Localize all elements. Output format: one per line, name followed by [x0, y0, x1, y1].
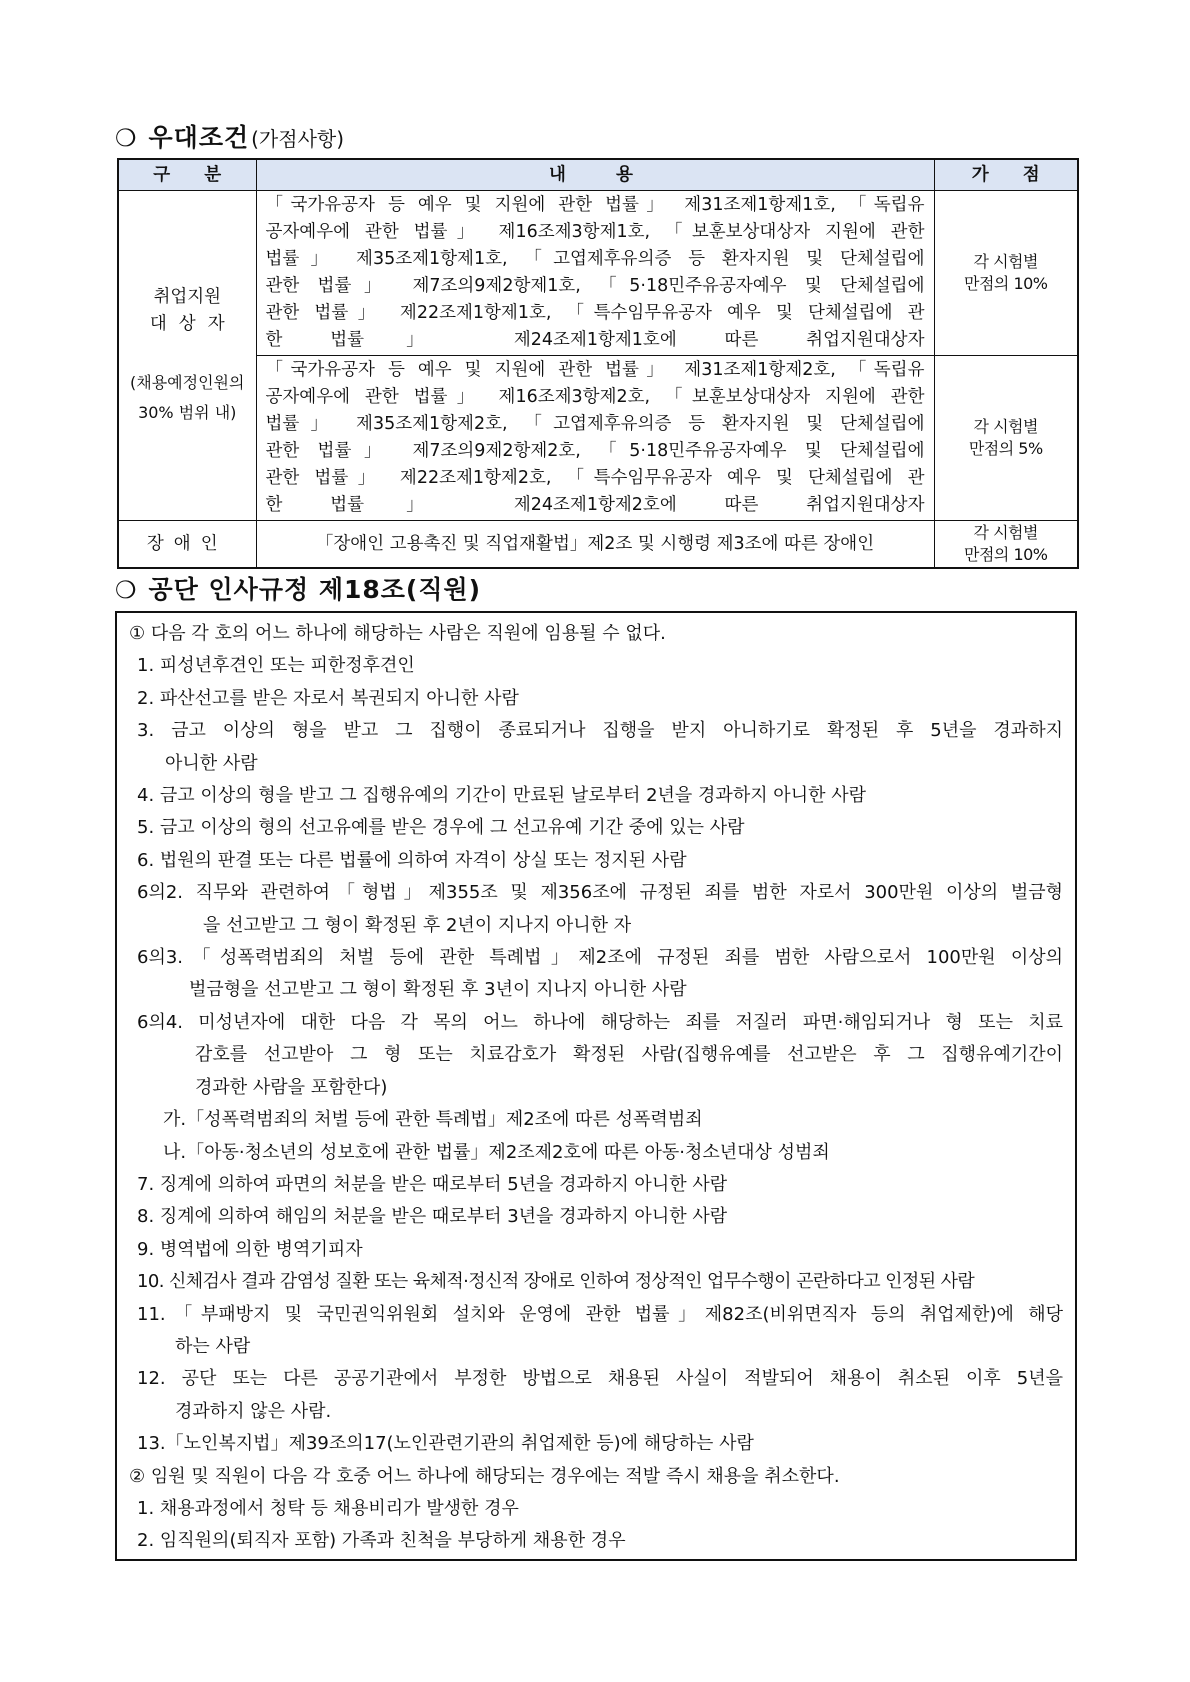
list-item-continuation: 하는 사람	[175, 1335, 251, 1357]
paragraph-1: ① 다음 각 호의 어느 하나에 해당하는 사람은 직원에 임용될 수 없다.	[129, 623, 666, 644]
list-item-continuation: 경과한 사람을 포함한다)	[195, 1076, 388, 1098]
list-item: 2. 임직원의(퇴직자 포함) 가족과 친척을 부당하게 채용한 경우	[137, 1530, 626, 1552]
list-item: 3. 금고 이상의 형을 받고 그 집행이 종료되거나 집행을 받지 아니하기로 확정된 후 5년을 경과하지	[137, 720, 1063, 742]
list-item: 10. 신체검사 결과 감염성 질환 또는 육체적·정신적 장애로 인하여 정상적인 업무수행이 곤란하다고 인정된 사람	[137, 1271, 975, 1293]
table-row	[118, 191, 1078, 356]
category-employment-support: 취업지원 대상자 (채용예정인원의 30% 범위 내)	[118, 191, 256, 521]
list-item: 1. 채용과정에서 청탁 등 채용비리가 발생한 경우	[137, 1497, 519, 1519]
section-title: 우대조건	[148, 123, 250, 152]
list-item: 6. 법원의 판결 또는 다른 법률에 의하여 자격이 상실 또는 정지된 사람	[137, 849, 687, 871]
list-item: 6의4. 미성년자에 대한 다음 각 목의 어느 하나에 해당하는 죄를 저질러 파면·해임되거나 형 또는 치료	[137, 1011, 1063, 1033]
list-item: 4. 금고 이상의 형을 받고 그 집행유예의 기간이 만료된 날로부터 2년을 경과하지 아니한 사람	[137, 785, 866, 807]
table-row	[118, 356, 1078, 521]
table-header-row	[118, 159, 1078, 191]
header-content: 내 용	[256, 159, 934, 191]
list-item: 11.「부패방지 및 국민권익위원회 설치와 운영에 관한 법률」제82조(비위면직자 등의 취업제한)에 해당	[137, 1303, 1063, 1325]
list-item-continuation: 경과하지 않은 사람.	[175, 1400, 332, 1422]
list-item: 12. 공단 또는 다른 공공기관에서 부정한 방법으로 채용된 사실이 적발되어 채용이 취소된 이후 5년을	[137, 1368, 1063, 1390]
table-row	[118, 521, 1078, 569]
points-cell: 각 시험별 만점의 5%	[934, 356, 1078, 521]
list-item: 8. 징계에 의하여 해임의 처분을 받은 때로부터 3년을 경과하지 아니한 사람	[137, 1206, 728, 1228]
list-item: 1. 피성년후견인 또는 피한정후견인	[137, 655, 415, 677]
list-item: 6의3.「성폭력범죄의 처벌 등에 관한 특례법」제2조에 규정된 죄를 범한 사람으로서 100만원 이상의	[137, 947, 1063, 969]
points-cell: 각 시험별 만점의 10%	[934, 521, 1078, 569]
header-category: 구 분	[118, 159, 256, 191]
content-cell: 「장애인 고용촉진 및 직업재활법」제2조 및 시행령 제3조에 따른 장애인	[256, 521, 934, 569]
category-disabled: 장애인	[118, 521, 256, 569]
preference-table	[117, 158, 1079, 569]
section-subtitle: (가점사항)	[251, 127, 345, 151]
circle-bullet-icon: ❍	[115, 124, 137, 152]
list-item-continuation: 감호를 선고받아 그 형 또는 치료감호가 확정된 사람(집행유예를 선고받은 후 그 집행유예기간이	[195, 1044, 1063, 1066]
content-cell: 「국가유공자 등 예우 및 지원에 관한 법률」 제31조제1항제2호, 「독립유 공자예우에 관한 법률」 제16조제3항제2호, 「보훈보상대상자 지원에 관한 법률」 제35조제1항제2호, 「고엽제후유의증 등 환자지원 및 단체설립에 관한 법률」 제7조의9제2항제2호, 「5·18민주유공자예우 및 단체설립에 관한 법률」 제22조제1항제2호, 「특수임무유공자 예우 및 단체설립에 관 한 법률」 제24조제1항제2호에 따른 취업지원대상자	[256, 356, 934, 521]
list-item: 7. 징계에 의하여 파면의 처분을 받은 때로부터 5년을 경과하지 아니한 사람	[137, 1173, 728, 1195]
list-subitem: 가.「성폭력범죄의 처벌 등에 관한 특례법」제2조에 따른 성폭력범죄	[163, 1109, 703, 1131]
section-title: 공단 인사규정 제18조(직원)	[148, 575, 482, 604]
regulation-box	[115, 611, 1077, 1561]
list-item: 2. 파산선고를 받은 자로서 복권되지 아니한 사람	[137, 687, 519, 709]
list-item-continuation: 벌금형을 선고받고 그 형이 확정된 후 3년이 지나지 아니한 사람	[189, 979, 687, 1001]
header-points: 가 점	[934, 159, 1078, 191]
section-heading-preference	[115, 118, 344, 154]
list-subitem: 나.「아동·청소년의 성보호에 관한 법률」제2조제2호에 따른 아동·청소년대상 성범죄	[163, 1141, 830, 1163]
circle-bullet-icon: ❍	[115, 576, 137, 604]
section-heading-regulation	[115, 570, 481, 606]
paragraph-2: ② 임원 및 직원이 다음 각 호중 어느 하나에 해당되는 경우에는 적발 즉시 채용을 취소한다.	[129, 1465, 840, 1487]
list-item-continuation: 을 선고받고 그 형이 확정된 후 2년이 지나지 아니한 자	[203, 914, 632, 936]
list-item-continuation: 아니한 사람	[165, 752, 258, 774]
content-cell: 「국가유공자 등 예우 및 지원에 관한 법률」 제31조제1항제1호, 「독립유 공자예우에 관한 법률」 제16조제3항제1호, 「보훈보상대상자 지원에 관한 법률」 제35조제1항제1호, 「고엽제후유의증 등 환자지원 및 단체설립에 관한 법률」 제7조의9제2항제1호, 「5·18민주유공자예우 및 단체설립에 관한 법률」 제22조제1항제1호, 「특수임무유공자 예우 및 단체설립에 관 한 법률」 제24조제1항제1호에 따른 취업지원대상자	[256, 191, 934, 356]
list-item: 6의2. 직무와 관련하여「형법」제355조 및 제356조에 규정된 죄를 범한 자로서 300만원 이상의 벌금형	[137, 882, 1063, 904]
list-item: 9. 병역법에 의한 병역기피자	[137, 1238, 363, 1260]
points-cell: 각 시험별 만점의 10%	[934, 191, 1078, 356]
list-item: 5. 금고 이상의 형의 선고유예를 받은 경우에 그 선고유예 기간 중에 있는 사람	[137, 817, 745, 839]
list-item: 13.「노인복지법」제39조의17(노인관련기관의 취업제한 등)에 해당하는 사람	[137, 1433, 754, 1455]
